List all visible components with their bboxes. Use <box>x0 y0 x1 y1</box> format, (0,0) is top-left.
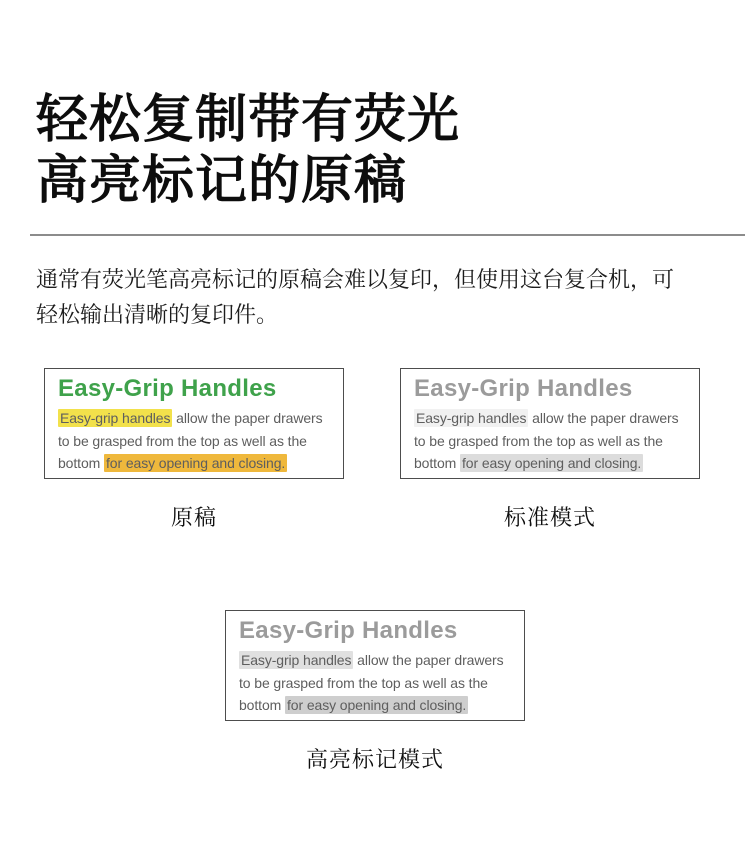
sample-card-highlight-box <box>225 610 525 721</box>
sample-heading: Easy-Grip Handles <box>58 375 277 403</box>
intro-line2: 轻松输出清晰的复印件。 <box>36 301 279 327</box>
plain-phrase: allow the paper drawers to be grasped from the top as well as the bottom <box>58 410 323 472</box>
caption-highlight-mode: 高亮标记模式 <box>305 747 444 773</box>
plain-phrase: allow the paper drawers to be grasped from the top as well as the bottom <box>239 652 504 714</box>
highlighted-phrase-1: Easy-grip handles <box>241 652 352 669</box>
sample-heading: Easy-Grip Handles <box>239 617 458 645</box>
plain-phrase: allow the paper drawers to be grasped from the top as well as the bottom <box>414 410 679 472</box>
highlighted-phrase-1: Easy-grip handles <box>416 410 527 427</box>
sample-card-highlight-mode <box>225 610 525 774</box>
highlighted-phrase-1: Easy-grip handles <box>60 410 171 427</box>
highlighted-phrase-2: for easy opening and closing. <box>287 697 467 714</box>
sample-card-original <box>44 368 344 532</box>
caption-standard-mode: 标准模式 <box>503 505 596 531</box>
highlighted-phrase-2: for easy opening and closing. <box>462 455 642 472</box>
sample-heading: Easy-Grip Handles <box>414 375 633 403</box>
sample-body <box>414 407 688 474</box>
divider <box>30 234 745 236</box>
intro-paragraph <box>36 262 714 332</box>
sample-card-standard-box <box>400 368 700 479</box>
sample-body <box>58 407 332 474</box>
sample-card-standard-mode <box>400 368 700 532</box>
page-title-line1: 轻松复制带有荧光 <box>36 91 461 149</box>
intro-line1: 通常有荧光笔高亮标记的原稿会难以复印，但使用这台复合机，可 <box>36 266 675 292</box>
sample-card-original-box <box>44 368 344 479</box>
caption-original: 原稿 <box>170 505 217 531</box>
sample-cards-row-bottom <box>0 610 750 774</box>
sample-body <box>239 649 513 716</box>
highlighted-phrase-2: for easy opening and closing. <box>106 455 286 472</box>
page-title-line2: 高亮标记的原稿 <box>36 151 408 210</box>
page-title <box>0 0 750 212</box>
sample-cards-row-top <box>0 368 750 532</box>
